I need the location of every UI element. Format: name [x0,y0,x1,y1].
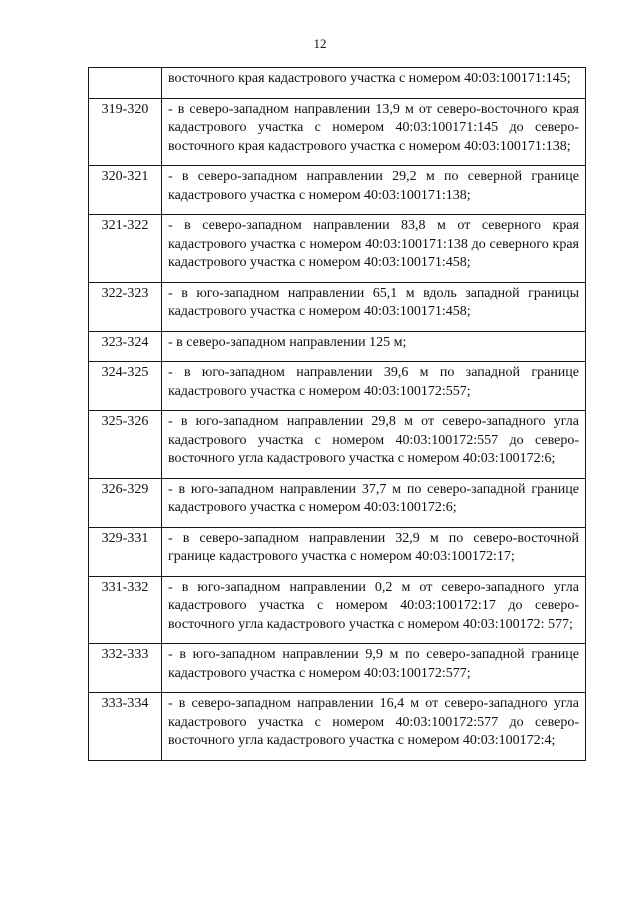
boundary-description: восточного края кадастрового участка с номером 40:03:100171:145; [162,68,586,99]
boundary-description: - в юго-западном направлении 29,8 м от северо-западного угла кадастрового участка с номером 40:03:100172:557 до северо-восточного угла кадастрового участка с номером 40:03:100172:6; [162,411,586,479]
table-row [89,362,586,411]
table-row [89,331,586,362]
table-row [89,411,586,479]
point-range: 321-322 [89,215,162,283]
table-row [89,68,586,99]
boundary-description: - в юго-западном направлении 39,6 м по западной границе кадастрового участка с номером 40:03:100172:557; [162,362,586,411]
point-range: 332-333 [89,644,162,693]
point-range [89,68,162,99]
point-range: 324-325 [89,362,162,411]
point-range: 319-320 [89,98,162,166]
point-range: 320-321 [89,166,162,215]
table-row [89,478,586,527]
table-row [89,527,586,576]
boundary-description: - в северо-западном направлении 83,8 м от северного края кадастрового участка с номером 40:03:100171:138 до северного края кадастрового участка с номером 40:03:100171:458; [162,215,586,283]
point-range: 326-329 [89,478,162,527]
table-row [89,576,586,644]
boundary-table [88,67,586,761]
table-row [89,166,586,215]
boundary-table-body [89,68,586,761]
table-row [89,215,586,283]
boundary-description: - в северо-западном направлении 29,2 м по северной границе кадастрового участка с номером 40:03:100171:138; [162,166,586,215]
table-row [89,98,586,166]
boundary-description: - в северо-западном направлении 32,9 м по северо-восточной границе кадастрового участка с номером 40:03:100172:17; [162,527,586,576]
boundary-description: - в юго-западном направлении 0,2 м от северо-западного угла кадастрового участка с номером 40:03:100172:17 до северо-восточного угла кадастрового участка с номером 40:03:100172: 577; [162,576,586,644]
point-range: 325-326 [89,411,162,479]
boundary-description: - в северо-западном направлении 13,9 м от северо-восточного края кадастрового участка с номером 40:03:100171:145 до северо-восточного края кадастрового участка с номером 40:03:100171:138; [162,98,586,166]
boundary-description: - в юго-западном направлении 37,7 м по северо-западной границе кадастрового участка с номером 40:03:100172:6; [162,478,586,527]
point-range: 329-331 [89,527,162,576]
boundary-description: - в юго-западном направлении 65,1 м вдоль западной границы кадастрового участка с номером 40:03:100171:458; [162,282,586,331]
point-range: 323-324 [89,331,162,362]
point-range: 333-334 [89,693,162,761]
boundary-description: - в северо-западном направлении 16,4 м от северо-западного угла кадастрового участка с номером 40:03:100172:577 до северо-восточного угла кадастрового участка с номером 40:03:100172:4; [162,693,586,761]
boundary-description: - в юго-западном направлении 9,9 м по северо-западной границе кадастрового участка с номером 40:03:100172:577; [162,644,586,693]
boundary-description: - в северо-западном направлении 125 м; [162,331,586,362]
table-row [89,693,586,761]
point-range: 331-332 [89,576,162,644]
table-row [89,644,586,693]
point-range: 322-323 [89,282,162,331]
table-row [89,282,586,331]
page-number: 12 [313,36,327,51]
